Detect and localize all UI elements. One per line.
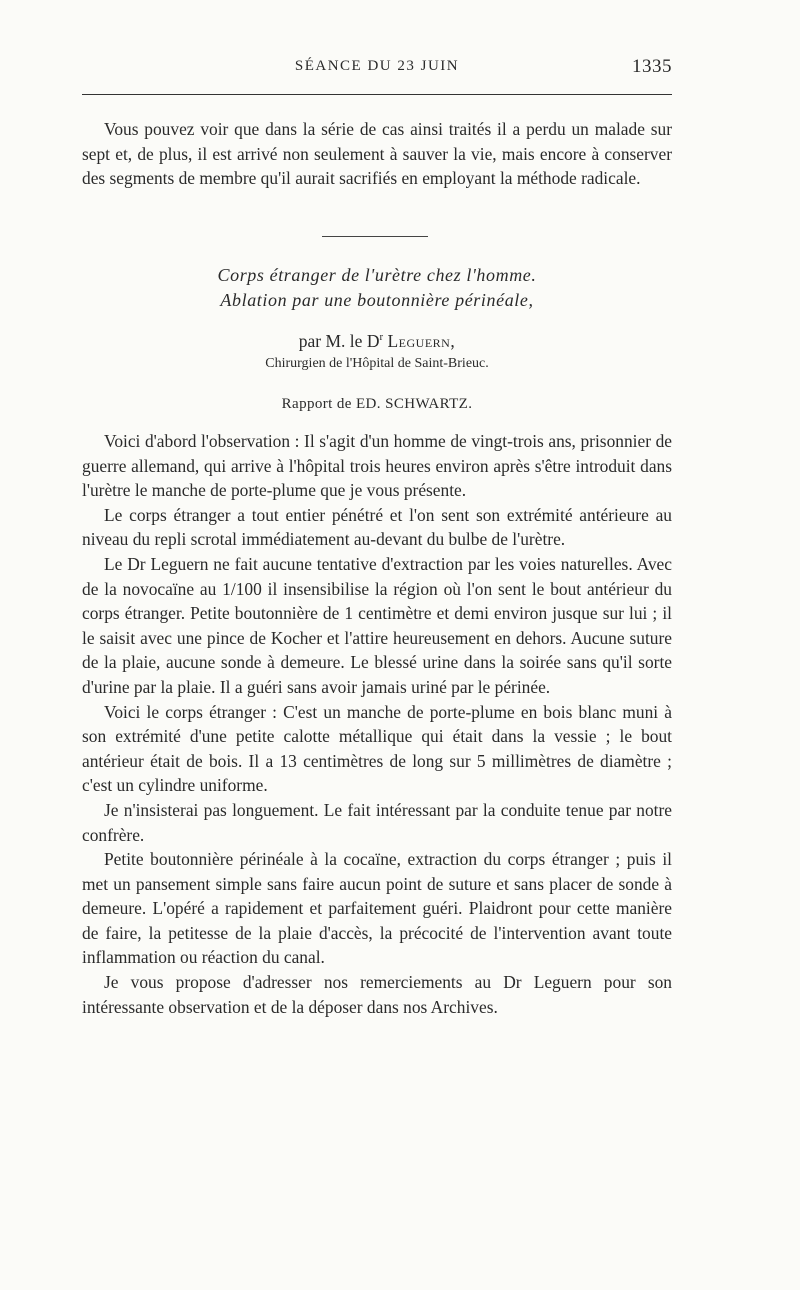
article-title-line-2: Ablation par une boutonnière périnéale,: [220, 290, 534, 310]
article-title-line-1: Corps étranger de l'urètre chez l'homme.: [217, 265, 537, 285]
page-header: [82, 56, 672, 84]
paragraph-procedure: Le Dr Leguern ne fait aucune tentative d'extraction par les voies naturelles. Avec de la novocaïne au 1/100 il insensibilise la région où l'on sent le bout antérieur du corps étranger. Petite boutonnière de 1 centimètre et demi environ jusque sur lui ; il le saisit avec une pince de Kocher et l'attire heureusement en dehors. Aucune suture de la plaie, aucune sonde à demeure. Le blessé urine dans la soirée sans qu'il sorte d'urine par la plaie. Il a guéri sans avoir jamais uriné par le périnée.: [82, 553, 672, 697]
author-name: Leguern,: [387, 331, 456, 351]
page-number: 1335: [632, 56, 672, 77]
paragraph-observation: Voici d'abord l'observation : Il s'agit d'un homme de vingt-trois ans, prisonnier de guerre allemand, qui arrive à l'hôpital trois heures environ après s'être introduit dans l'urètre le manche de porte-plume que je vous présente.: [82, 431, 672, 501]
paragraph-foreign-body-position: Le corps étranger a tout entier pénétré et l'on sent son extrémité antérieure au niveau du repli scrotal immédiatement au-devant du bulbe de l'urètre.: [82, 504, 672, 550]
article-heading: [82, 263, 672, 414]
author-title-superscript: r: [379, 331, 384, 344]
running-title: SÉANCE DU 23 JUIN: [294, 58, 460, 74]
article-author: [82, 330, 672, 352]
paragraph-conclusion: Je vous propose d'adresser nos remerciements au Dr Leguern pour son intéressante observation et de la déposer dans nos Archives.: [82, 972, 672, 1017]
paragraph-foreign-body-description: Voici le corps étranger : C'est un manche de porte-plume en bois blanc muni à son extrémité d'une petite calotte métallique qui était dans la vessie ; le bout antérieur était de bois. Il a 13 centimètres de long sur 5 millimètres de diamètre ; c'est un cylindre uniforme.: [82, 701, 672, 796]
paragraph-summary: Petite boutonnière périnéale à la cocaïne, extraction du corps étranger ; puis il met un pansement simple sans faire aucun point de suture et sans placer de sonde à demeure. L'opéré a rapidement et parfaitement guéri. Plaidront pour cette manière de faire, la petitesse de la plaie d'accès, la précocité de l'intervention avant toute inflammation ou réaction du canal.: [82, 849, 672, 968]
intro-section: [82, 117, 672, 191]
header-rule: [82, 94, 672, 95]
article-body: [82, 429, 672, 1019]
author-prefix: par M. le D: [298, 331, 380, 351]
intro-paragraph: Vous pouvez voir que dans la série de cas ainsi traités il a perdu un malade sur sept et, de plus, il est arrivé non seulement à sauver la vie, mais encore à conserver des segments de membre qu'il aurait sacrifiés en employant la méthode radicale.: [82, 119, 672, 189]
report-line: Rapport de ED. SCHWARTZ.: [281, 396, 473, 412]
section-divider: [322, 236, 428, 237]
author-affiliation: Chirurgien de l'Hôpital de Saint-Brieuc.: [265, 356, 489, 371]
paragraph-comment: Je n'insisterai pas longuement. Le fait intéressant par la conduite tenue par notre confrère.: [82, 799, 672, 845]
